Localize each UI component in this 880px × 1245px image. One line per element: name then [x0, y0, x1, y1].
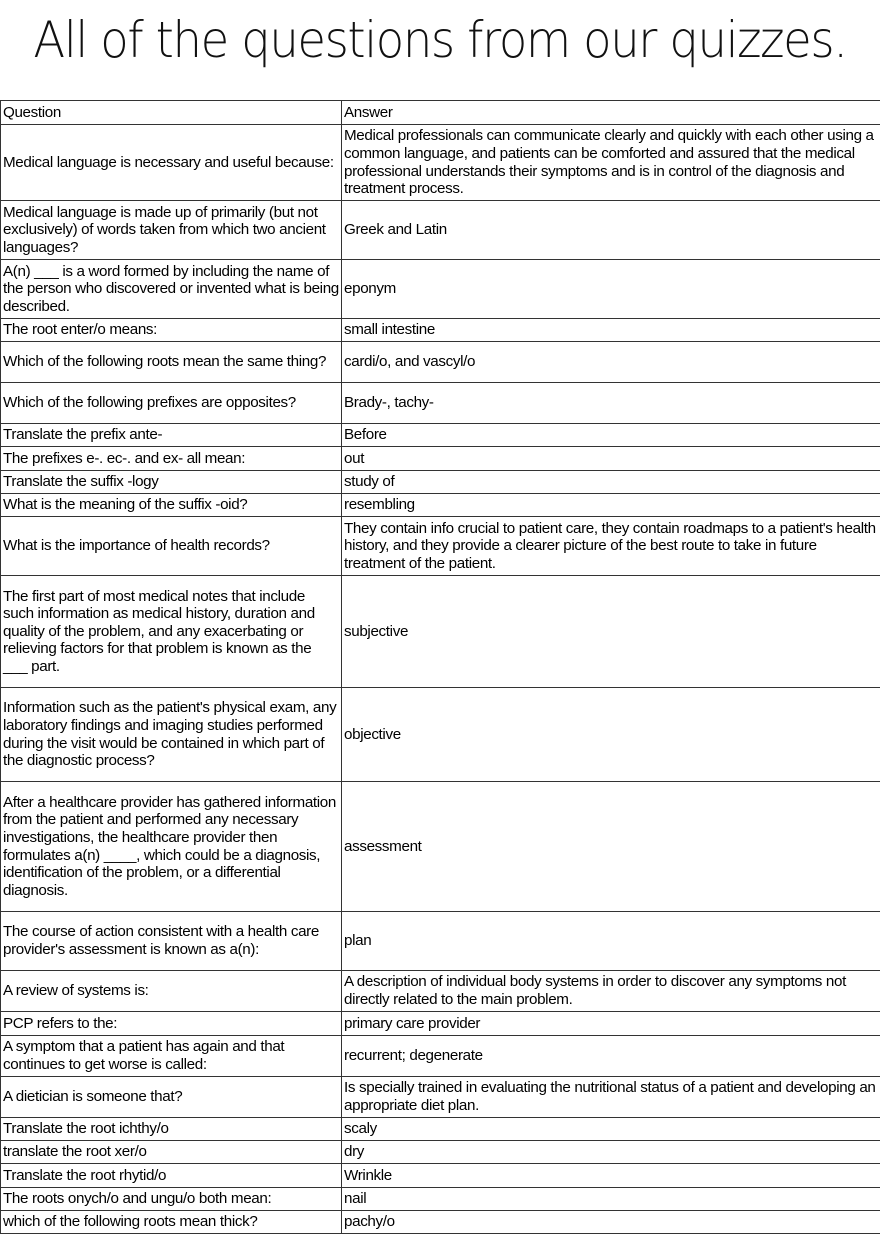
- question-cell: Which of the following roots mean the same thing?: [1, 342, 342, 383]
- answer-cell: study of: [342, 471, 880, 494]
- table-row: [1, 471, 880, 494]
- question-cell: Translate the suffix -logy: [1, 471, 342, 494]
- question-cell: What is the importance of health records?: [1, 517, 342, 576]
- answer-cell: subjective: [342, 576, 880, 688]
- question-cell: Medical language is necessary and useful because:: [1, 125, 342, 201]
- table-row: [1, 688, 880, 782]
- answer-cell: scaly: [342, 1118, 880, 1141]
- question-cell: which of the following roots mean thick?: [1, 1211, 342, 1234]
- answer-cell: resembling: [342, 494, 880, 517]
- answer-cell: recurrent; degenerate: [342, 1036, 880, 1077]
- column-header-answer: Answer: [342, 101, 880, 125]
- question-cell: The course of action consistent with a health care provider's assessment is known as a(n):: [1, 912, 342, 971]
- table-row: [1, 782, 880, 912]
- quiz-table: [0, 100, 880, 1234]
- answer-cell: objective: [342, 688, 880, 782]
- question-cell: What is the meaning of the suffix -oid?: [1, 494, 342, 517]
- answer-cell: They contain info crucial to patient care, they contain roadmaps to a patient's health history, and they provide a clearer picture of the best route to take in future treatment of the patient.: [342, 517, 880, 576]
- table-row: [1, 576, 880, 688]
- answer-cell: nail: [342, 1188, 880, 1211]
- answer-cell: Wrinkle: [342, 1164, 880, 1188]
- answer-cell: Medical professionals can communicate clearly and quickly with each other using a common language, and patients can be comforted and assured that the medical professional understands their symptoms and is in control of the diagnosis and treatment process.: [342, 125, 880, 201]
- table-row: [1, 1036, 880, 1077]
- table-row: [1, 1164, 880, 1188]
- question-cell: A review of systems is:: [1, 971, 342, 1012]
- question-cell: After a healthcare provider has gathered information from the patient and performed any necessary investigations, the healthcare provider then formulates a(n) ____, which could be a diagnosis, identification of the problem, or a differential diagnosis.: [1, 782, 342, 912]
- table-row: [1, 447, 880, 471]
- table-body: [1, 125, 880, 1234]
- answer-cell: cardi/o, and vascyl/o: [342, 342, 880, 383]
- answer-cell: out: [342, 447, 880, 471]
- column-header-question: Question: [1, 101, 342, 125]
- table-row: [1, 125, 880, 201]
- answer-cell: Greek and Latin: [342, 201, 880, 260]
- answer-cell: dry: [342, 1141, 880, 1164]
- table-row: [1, 319, 880, 342]
- question-cell: A symptom that a patient has again and that continues to get worse is called:: [1, 1036, 342, 1077]
- answer-cell: A description of individual body systems in order to discover any symptoms not directly related to the main problem.: [342, 971, 880, 1012]
- table-row: [1, 201, 880, 260]
- table-row: [1, 1188, 880, 1211]
- question-cell: Translate the prefix ante-: [1, 424, 342, 447]
- table-row: [1, 342, 880, 383]
- table-row: [1, 1118, 880, 1141]
- table-row: [1, 1012, 880, 1036]
- table-row: [1, 912, 880, 971]
- question-cell: Information such as the patient's physical exam, any laboratory findings and imaging studies performed during the visit would be contained in which part of the diagnostic process?: [1, 688, 342, 782]
- question-cell: Translate the root ichthy/o: [1, 1118, 342, 1141]
- answer-cell: eponym: [342, 260, 880, 319]
- table-row: [1, 383, 880, 424]
- table-row: [1, 1211, 880, 1234]
- table-header-row: [1, 101, 880, 125]
- question-cell: The roots onych/o and ungu/o both mean:: [1, 1188, 342, 1211]
- answer-cell: Is specially trained in evaluating the nutritional status of a patient and developing an appropriate diet plan.: [342, 1077, 880, 1118]
- answer-cell: Before: [342, 424, 880, 447]
- answer-cell: assessment: [342, 782, 880, 912]
- question-cell: The root enter/o means:: [1, 319, 342, 342]
- question-cell: A(n) ___ is a word formed by including the name of the person who discovered or invented what is being described.: [1, 260, 342, 319]
- question-cell: Translate the root rhytid/o: [1, 1164, 342, 1188]
- question-cell: Medical language is made up of primarily (but not exclusively) of words taken from which two ancient languages?: [1, 201, 342, 260]
- page-title: All of the questions from our quizzes.: [33, 11, 847, 69]
- question-cell: The first part of most medical notes that include such information as medical history, duration and quality of the problem, and any exacerbating or relieving factors for that problem is known as the ___ part.: [1, 576, 342, 688]
- table-row: [1, 1077, 880, 1118]
- table-row: [1, 971, 880, 1012]
- question-cell: translate the root xer/o: [1, 1141, 342, 1164]
- question-cell: A dietician is someone that?: [1, 1077, 342, 1118]
- table-row: [1, 517, 880, 576]
- question-cell: PCP refers to the:: [1, 1012, 342, 1036]
- table-row: [1, 1141, 880, 1164]
- answer-cell: Brady-, tachy-: [342, 383, 880, 424]
- table-row: [1, 424, 880, 447]
- answer-cell: plan: [342, 912, 880, 971]
- question-cell: Which of the following prefixes are opposites?: [1, 383, 342, 424]
- answer-cell: pachy/o: [342, 1211, 880, 1234]
- question-cell: The prefixes e-. ec-. and ex- all mean:: [1, 447, 342, 471]
- table-row: [1, 260, 880, 319]
- answer-cell: primary care provider: [342, 1012, 880, 1036]
- table-row: [1, 494, 880, 517]
- answer-cell: small intestine: [342, 319, 880, 342]
